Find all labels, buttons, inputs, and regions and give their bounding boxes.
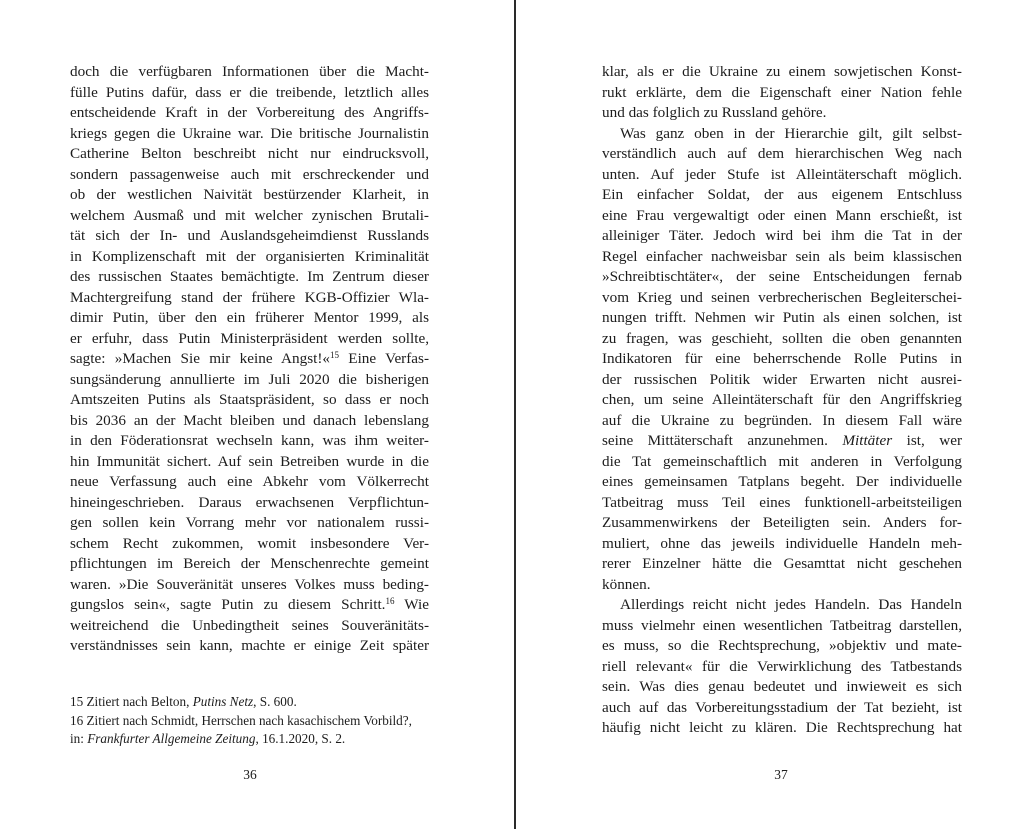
text-line: chen, um seine Alleintäterschaft für den Angriffskrieg <box>602 391 962 408</box>
text-segment: seine Mittäterschaft anzunehmen. <box>602 432 843 449</box>
text-line: die Tat gemeinschaftlich mit anderen in Verfolgung <box>602 452 962 470</box>
text-line: auch auf das Vorbereitungsstadium der Tat bezieht, ist <box>602 698 962 716</box>
text-line: doch die verfügbaren Informationen über die Macht- <box>70 63 429 80</box>
footnote-ref-16: 16 <box>385 596 395 606</box>
text-line: entscheidende Kraft in der Vorbereitung des Angriffs- <box>70 104 429 121</box>
emphasized-term: Mittäter <box>842 432 893 449</box>
text-line: pflichtungen im Bereich der Menschenrechte gemeint <box>70 555 429 572</box>
text-line: Tatbeitrag muss Teil eines funktionell-arbeitsteiligen <box>602 493 962 511</box>
text-line: Allerdings reicht nicht jedes Handeln. Das Handeln <box>620 596 962 613</box>
text-line: Catherine Belton beschreibt nicht nur eindrucksvoll, <box>70 145 429 162</box>
page-number: 37 <box>774 767 788 782</box>
text-line: in Komplizenschaft mit der organisierten Kriminalität <box>70 247 429 265</box>
text-line: ob der westlichen Naivität bestürzender Klarheit, in <box>70 186 429 203</box>
text-line: hin Immunität sichert. Auf sein Betreiben wurde in die <box>70 452 429 470</box>
text-segment: gungslos sein«, sagte Putin zu diesem Schritt. <box>70 596 386 613</box>
footnote-text: , S. 600. <box>253 694 297 709</box>
right-page-body <box>602 62 962 739</box>
left-page <box>0 0 515 829</box>
text-line: häufig nicht leicht zu klären. Die Rechtsprechung hat <box>602 719 962 736</box>
text-line: und das folglich zu Russland gehöre. <box>602 104 827 121</box>
footnote-15 <box>70 693 430 712</box>
text-line: können. <box>602 575 651 593</box>
text-line: schem Recht zukommen, womit insbesondere Ver- <box>70 534 429 552</box>
text-line: weitreichend die Unbedingtheit seines Souveränitäts- <box>70 616 429 634</box>
text-line: riell relevant« für die Verwirklichung des Tatbestands <box>602 657 962 675</box>
text-line: welchem Ausmaß und mit welcher zynischen Brutali- <box>70 206 429 224</box>
text-line: neue Verfassung auch eine Abkehr vom Völkerrecht <box>70 473 429 490</box>
text-line: dimir Putin, über den ein früherer Mentor 1999, als <box>70 309 429 326</box>
text-line: unten. Auf jeder Stufe ist Alleintäterschaft möglich. <box>602 165 962 183</box>
text-line: rerer Einzelner hätte die Gesamttat nicht geschehen <box>602 555 962 572</box>
text-line: tät sich der In- und Auslandsgeheimdienst Russlands <box>70 227 429 244</box>
text-line <box>70 595 429 616</box>
text-line <box>602 431 962 452</box>
text-line: Zusammenwirkens der Beteiligten sein. Anders for- <box>602 514 962 531</box>
text-line: Ein einfacher Soldat, der aus eigenem Entschluss <box>602 186 962 203</box>
text-line: verständnisses sein kann, machte er einige Zeit später <box>70 637 429 654</box>
text-segment: Wie <box>394 596 429 613</box>
text-line: sondern passagenweise auch mit erschreckender und <box>70 165 429 183</box>
text-line: Amtszeiten Putins als Staatspräsident, so dass er noch <box>70 391 429 408</box>
text-line: des russischen Staates bemächtigte. Im Zentrum dieser <box>70 268 429 285</box>
text-line: Machtergreifung stand der frühere KGB-Offizier Wla- <box>70 288 429 306</box>
text-line: fülle Putins dafür, dass er die treibende, letztlich alles <box>70 83 429 101</box>
text-line: hineingeschrieben. Daraus erwachsenen Verpflichtun- <box>70 493 429 511</box>
text-line: muliert, ohne das jeweils individuelle Handeln meh- <box>602 534 962 552</box>
text-line: kriegs gegen die Ukraine war. Die britische Journalistin <box>70 124 429 142</box>
text-line: der russischen Politik wider Erwarten nicht ausrei- <box>602 370 962 388</box>
text-line: in den Föderationsrat wechseln kann, was ihm weiter- <box>70 432 429 449</box>
text-line: eines gemeinsamen Tatplans begeht. Der individuelle <box>602 473 962 490</box>
text-segment: sagte: »Machen Sie mir keine Angst!« <box>70 350 330 367</box>
text-line: auf die Ukraine zu begründen. In diesem Fall wäre <box>602 411 962 429</box>
text-segment: ist, wer <box>892 432 962 449</box>
text-line: Was ganz oben in der Hierarchie gilt, gilt selbst- <box>620 124 962 142</box>
footnote-text: in: <box>70 731 88 746</box>
text-line: zu fragen, was geschieht, sollten die oben genannten <box>602 329 962 347</box>
text-line: muss vielmehr einen wesentlichen Tatbeitrag darstellen, <box>602 616 962 634</box>
text-line: gen sollen kein Vorrang mehr vor nationalem russi- <box>70 514 429 531</box>
text-line: eine Frau vergewaltigt oder einen Mann erschießt, ist <box>602 206 962 224</box>
footnote-title: Putins Netz <box>192 694 254 709</box>
footnote-text: , 16.1.2020, S. 2. <box>255 731 346 746</box>
text-line: vom Krieg und seinen verbrecherischen Begleiterschei- <box>602 288 962 306</box>
left-page-body <box>70 62 429 657</box>
text-line: sein. Was dies genau bedeutet und inwieweit es sich <box>602 678 962 695</box>
text-line: er erfuhr, dass Putin Ministerpräsident werden sollte, <box>70 329 429 347</box>
page-number: 36 <box>243 767 257 782</box>
text-line: sungsänderung annullierte im Juli 2020 die bisherigen <box>70 370 429 388</box>
footnote-16-continued <box>70 730 430 749</box>
footnote-text: 15 Zitiert nach Belton, <box>70 694 193 709</box>
footnotes <box>70 693 430 749</box>
right-page <box>517 0 1032 829</box>
text-line: klar, als er die Ukraine zu einem sowjetischen Konst- <box>602 63 962 80</box>
footnote-title: Frankfurter Allgemeine Zeitung <box>87 731 256 746</box>
page-gutter <box>514 0 516 829</box>
text-line: waren. »Die Souveränität unseres Volkes muss beding- <box>70 575 429 593</box>
text-line: Regel einfacher nachweisbar sein als beim klassischen <box>602 247 962 265</box>
text-segment: Eine Verfas- <box>338 350 430 367</box>
text-line: es muss, so die Rechtsprechung, »objektiv und mate- <box>602 637 962 654</box>
text-line: Indikatoren für eine beherrschende Rolle Putins in <box>602 350 962 367</box>
footnote-ref-15: 15 <box>329 350 339 360</box>
text-line: rukt erklärte, dem die Eigenschaft einer Nation fehle <box>602 83 962 101</box>
text-line <box>70 349 429 370</box>
text-line: nungen trifft. Nehmen wir Putin als einen solchen, ist <box>602 309 962 326</box>
text-line: bis 2036 an der Macht bleiben und danach lebenslang <box>70 411 429 429</box>
text-line: alleiniger Täter. Jedoch wird bei ihm die Tat in der <box>602 227 962 244</box>
text-line: verständlich auch auf dem hierarchischen Weg nach <box>602 145 962 162</box>
footnote-16: 16 Zitiert nach Schmidt, Herrschen nach kasachischem Vorbild?, <box>70 712 412 728</box>
text-line: »Schreibtischtäter«, der seine Entscheidungen fernab <box>602 268 962 285</box>
